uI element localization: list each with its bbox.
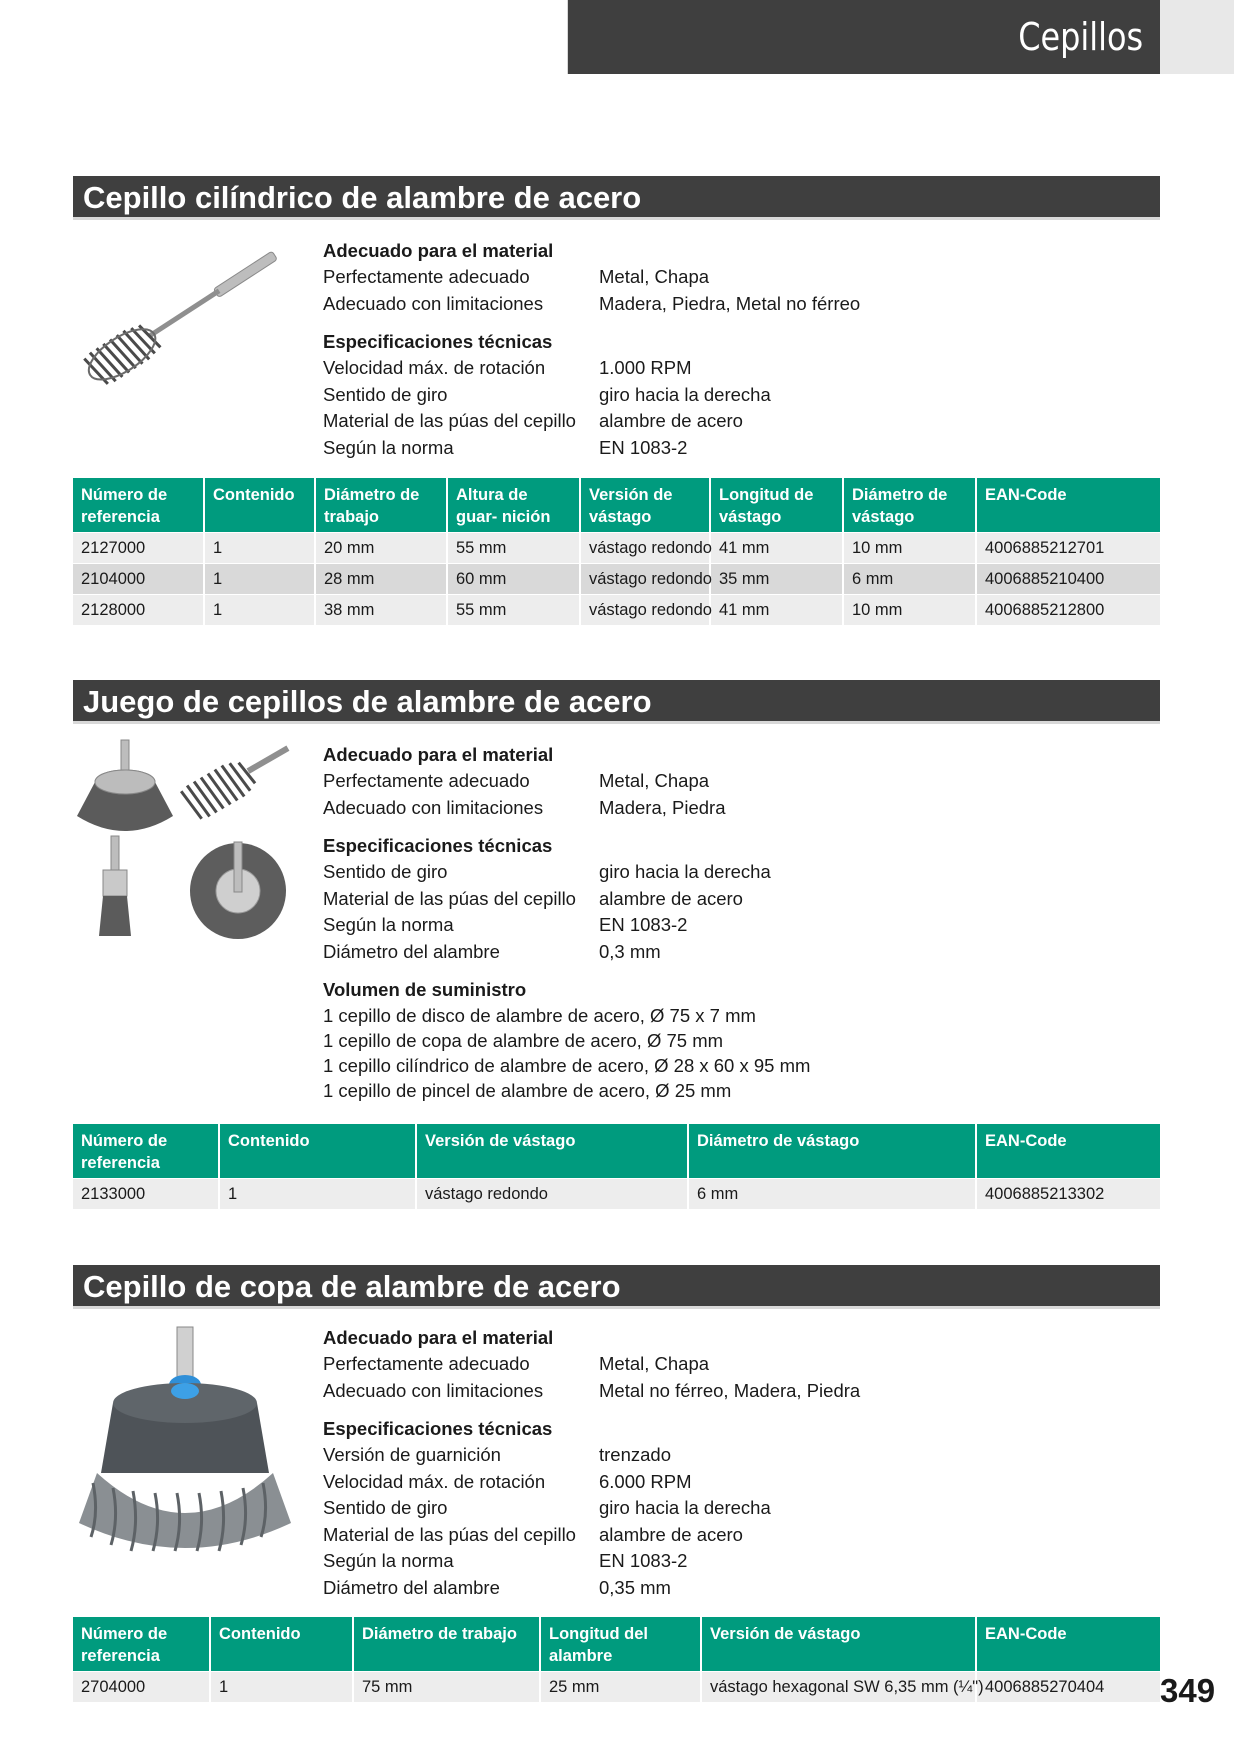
table-cell: 10 mm bbox=[843, 595, 976, 626]
cylindrical-brush-table bbox=[73, 478, 1160, 625]
table-cell: 2133000 bbox=[73, 1179, 219, 1210]
spec-value: Madera, Piedra, Metal no férreo bbox=[599, 292, 861, 314]
table-row bbox=[73, 595, 1160, 626]
material-heading: Adecuado para el material bbox=[323, 744, 554, 765]
table-cell: 2704000 bbox=[73, 1672, 210, 1703]
spec-row bbox=[323, 1442, 1123, 1469]
page-header-title: Cepillos bbox=[1018, 15, 1144, 59]
column-header: Número de referencia bbox=[73, 1124, 219, 1179]
spec-row bbox=[323, 768, 1123, 795]
table-cell: 6 mm bbox=[843, 564, 976, 595]
table-row bbox=[73, 564, 1160, 595]
spec-row bbox=[323, 939, 1123, 966]
column-header: Diámetro de vástago bbox=[688, 1124, 976, 1179]
spec-key: Sentido de giro bbox=[323, 383, 448, 405]
column-header: Diámetro de trabajo bbox=[353, 1617, 540, 1672]
section-title: Cepillo de copa de alambre de acero bbox=[73, 1265, 1160, 1309]
table-cell: vástago hexagonal SW 6,35 mm (¼") bbox=[701, 1672, 976, 1703]
supply-item: 1 cepillo de pincel de alambre de acero, Ø 25 mm bbox=[323, 1080, 732, 1101]
table-cell: 75 mm bbox=[353, 1672, 540, 1703]
spec-row bbox=[323, 382, 1123, 409]
table-cell: 2128000 bbox=[73, 595, 204, 626]
spec-row bbox=[323, 1522, 1123, 1549]
table-cell: 41 mm bbox=[710, 533, 843, 564]
spec-value: 1.000 RPM bbox=[599, 357, 692, 378]
column-header: EAN-Code bbox=[976, 1124, 1160, 1179]
section-brush-set bbox=[73, 680, 1160, 1203]
column-header: Número de referencia bbox=[73, 478, 204, 533]
table-cell: 4006885270404 bbox=[976, 1672, 1160, 1703]
spec-value: EN 1083-2 bbox=[599, 1550, 688, 1571]
table-cell: 35 mm bbox=[710, 564, 843, 595]
spec-value: Metal, Chapa bbox=[599, 770, 710, 791]
material-heading: Adecuado para el material bbox=[323, 1327, 554, 1348]
table-cell: 1 bbox=[210, 1672, 353, 1703]
spec-key: Velocidad máx. de rotación bbox=[323, 357, 546, 378]
section-cup-brush bbox=[73, 1265, 1160, 1696]
spec-key: Perfectamente adecuado bbox=[323, 770, 530, 791]
spec-row bbox=[323, 912, 1123, 939]
spec-value: alambre de acero bbox=[599, 1523, 743, 1545]
spec-key: Sentido de giro bbox=[323, 1497, 448, 1518]
cup-brush-specs bbox=[323, 1325, 1123, 1601]
table-cell: 20 mm bbox=[315, 533, 447, 564]
table-header-row bbox=[73, 1124, 1160, 1179]
spec-row bbox=[323, 886, 1123, 913]
spec-key: Versión de guarnición bbox=[323, 1444, 501, 1465]
spec-row bbox=[323, 355, 1123, 382]
column-header: Longitud de vástago bbox=[710, 478, 843, 533]
spec-key: Diámetro del alambre bbox=[323, 1576, 500, 1598]
column-header: EAN-Code bbox=[976, 478, 1160, 533]
table-header-row bbox=[73, 1617, 1160, 1672]
column-header: Versión de vástago bbox=[416, 1124, 688, 1179]
column-header: Número de referencia bbox=[73, 1617, 210, 1672]
table-cell: 60 mm bbox=[447, 564, 580, 595]
table-cell: 1 bbox=[204, 564, 315, 595]
spec-value: alambre de acero bbox=[599, 887, 743, 909]
table-cell: 4006885210400 bbox=[976, 564, 1160, 595]
column-header: Diámetro de vástago bbox=[843, 478, 976, 533]
spec-value: EN 1083-2 bbox=[599, 914, 688, 935]
spec-key: Material de las púas del cepillo bbox=[323, 410, 576, 431]
specs-heading: Especificaciones técnicas bbox=[323, 835, 553, 856]
section-title: Juego de cepillos de alambre de acero bbox=[73, 680, 1160, 724]
supply-item: 1 cepillo de disco de alambre de acero, Ø 75 x 7 mm bbox=[323, 1005, 756, 1026]
cylindrical-brush-image bbox=[73, 236, 298, 396]
spec-value: Metal, Chapa bbox=[599, 266, 710, 287]
spec-value: EN 1083-2 bbox=[599, 436, 688, 458]
spec-key: Material de las púas del cepillo bbox=[323, 887, 576, 909]
spec-row bbox=[323, 264, 1123, 291]
spec-value: giro hacia la derecha bbox=[599, 861, 771, 882]
column-header: Contenido bbox=[204, 478, 315, 533]
table-cell: 6 mm bbox=[688, 1179, 976, 1210]
supply-item: 1 cepillo cilíndrico de alambre de acero, Ø 28 x 60 x 95 mm bbox=[323, 1055, 811, 1076]
table-cell: 38 mm bbox=[315, 595, 447, 626]
spec-row bbox=[323, 1351, 1123, 1378]
table-cell: vástago redondo bbox=[580, 564, 710, 595]
spec-row bbox=[323, 1575, 1123, 1602]
spec-row bbox=[323, 1378, 1123, 1405]
table-cell: 4006885212701 bbox=[976, 533, 1160, 564]
spec-row bbox=[323, 1495, 1123, 1522]
spec-row bbox=[323, 291, 1123, 318]
spec-key: Adecuado con limitaciones bbox=[323, 292, 544, 314]
specs-heading: Especificaciones técnicas bbox=[323, 1418, 553, 1439]
table-cell: vástago redondo bbox=[416, 1179, 688, 1210]
column-header: Contenido bbox=[210, 1617, 353, 1672]
table-row bbox=[73, 1179, 1160, 1210]
cylindrical-brush-specs bbox=[323, 238, 1123, 461]
spec-value: Metal no férreo, Madera, Piedra bbox=[599, 1379, 861, 1401]
spec-value: giro hacia la derecha bbox=[599, 1497, 771, 1518]
table-cell: 28 mm bbox=[315, 564, 447, 595]
table-cell: vástago redondo bbox=[580, 533, 710, 564]
spec-key: Adecuado con limitaciones bbox=[323, 796, 544, 818]
spec-key: Según la norma bbox=[323, 914, 454, 935]
column-header: Versión de vástago bbox=[701, 1617, 976, 1672]
spec-key: Según la norma bbox=[323, 1550, 454, 1571]
table-cell: 1 bbox=[204, 595, 315, 626]
spec-row bbox=[323, 1469, 1123, 1496]
spec-row bbox=[323, 408, 1123, 435]
spec-key: Velocidad máx. de rotación bbox=[323, 1470, 546, 1492]
page-number: 349 bbox=[1160, 1672, 1216, 1709]
section-cylindrical-brush bbox=[73, 176, 1160, 619]
table-cell: vástago redondo bbox=[580, 595, 710, 626]
spec-row bbox=[323, 435, 1123, 462]
table-cell: 4006885213302 bbox=[976, 1179, 1160, 1210]
column-header: Contenido bbox=[219, 1124, 416, 1179]
table-row bbox=[73, 533, 1160, 564]
table-cell: 55 mm bbox=[447, 595, 580, 626]
table-row bbox=[73, 1672, 1160, 1703]
spec-row bbox=[323, 859, 1123, 886]
spec-value: 6.000 RPM bbox=[599, 1470, 692, 1492]
column-header: Longitud del alambre bbox=[540, 1617, 701, 1672]
material-heading: Adecuado para el material bbox=[323, 240, 554, 261]
spec-key: Diámetro del alambre bbox=[323, 940, 500, 962]
spec-value: 0,35 mm bbox=[599, 1576, 671, 1598]
spec-value: giro hacia la derecha bbox=[599, 383, 771, 405]
column-header: EAN-Code bbox=[976, 1617, 1160, 1672]
spec-row bbox=[323, 795, 1123, 822]
spec-value: 0,3 mm bbox=[599, 940, 661, 962]
table-cell: 1 bbox=[219, 1179, 416, 1210]
cup-brush-image bbox=[73, 1323, 298, 1553]
header-tab-decoration bbox=[1160, 0, 1234, 74]
table-cell: 10 mm bbox=[843, 533, 976, 564]
spec-value: Metal, Chapa bbox=[599, 1353, 710, 1374]
supply-heading: Volumen de suministro bbox=[323, 979, 527, 1000]
table-cell: 1 bbox=[204, 533, 315, 564]
table-cell: 2127000 bbox=[73, 533, 204, 564]
section-title: Cepillo cilíndrico de alambre de acero bbox=[73, 176, 1160, 220]
spec-value: Madera, Piedra bbox=[599, 796, 726, 818]
spec-key: Material de las púas del cepillo bbox=[323, 1523, 576, 1545]
brush-set-image bbox=[73, 736, 298, 956]
cup-brush-table bbox=[73, 1617, 1160, 1702]
column-header: Diámetro de trabajo bbox=[315, 478, 447, 533]
brush-set-specs bbox=[323, 742, 1123, 1103]
supply-item: 1 cepillo de copa de alambre de acero, Ø 75 mm bbox=[323, 1030, 724, 1051]
spec-key: Perfectamente adecuado bbox=[323, 1353, 530, 1374]
column-header: Altura de guar- nición bbox=[447, 478, 580, 533]
table-cell: 4006885212800 bbox=[976, 595, 1160, 626]
table-cell: 25 mm bbox=[540, 1672, 701, 1703]
specs-heading: Especificaciones técnicas bbox=[323, 331, 553, 352]
table-header-row bbox=[73, 478, 1160, 533]
brush-set-table bbox=[73, 1124, 1160, 1209]
table-cell: 2104000 bbox=[73, 564, 204, 595]
spec-key: Adecuado con limitaciones bbox=[323, 1379, 544, 1401]
table-cell: 41 mm bbox=[710, 595, 843, 626]
column-header: Versión de vástago bbox=[580, 478, 710, 533]
spec-value: trenzado bbox=[599, 1444, 671, 1465]
spec-key: Sentido de giro bbox=[323, 861, 448, 882]
spec-key: Perfectamente adecuado bbox=[323, 266, 530, 287]
page-header bbox=[568, 0, 1160, 74]
table-cell: 55 mm bbox=[447, 533, 580, 564]
spec-key: Según la norma bbox=[323, 436, 454, 458]
spec-value: alambre de acero bbox=[599, 410, 743, 431]
spec-row bbox=[323, 1548, 1123, 1575]
